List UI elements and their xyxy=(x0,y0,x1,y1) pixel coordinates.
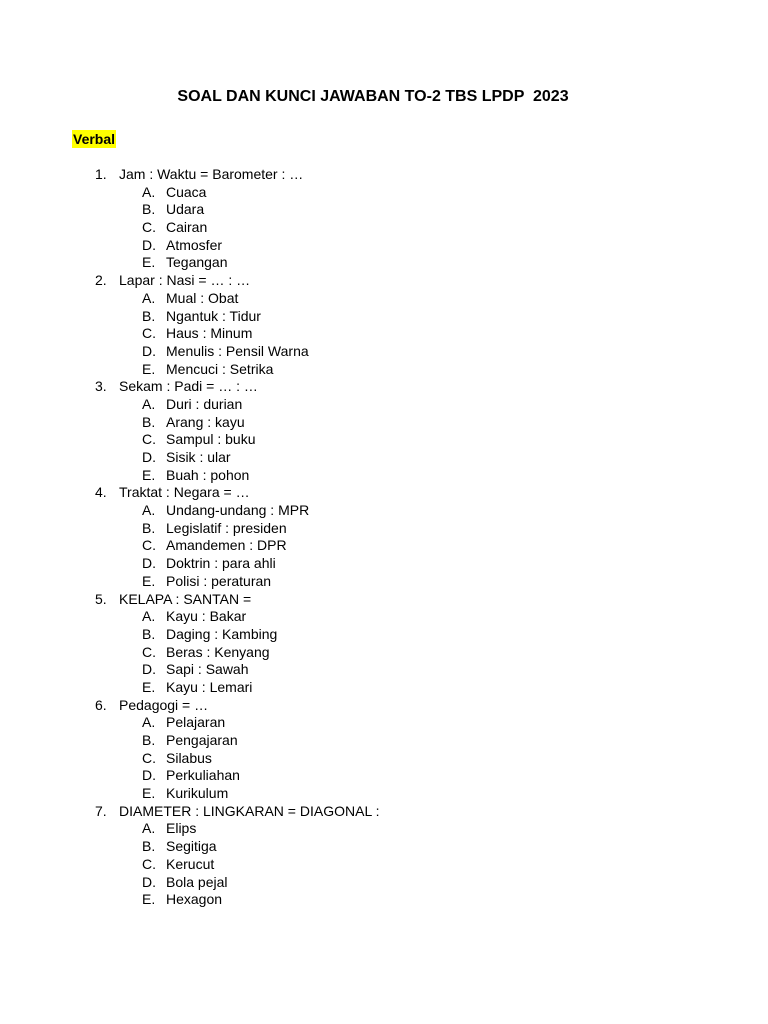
option-letter: C. xyxy=(142,855,156,872)
option-text: Tegangan xyxy=(166,254,228,271)
question-item xyxy=(0,272,768,290)
option-text: Arang : kayu xyxy=(166,413,245,430)
option-text: Menulis : Pensil Warna xyxy=(166,342,309,359)
option-letter: B. xyxy=(142,201,156,218)
question-text: Jam : Waktu = Barometer : … xyxy=(119,166,304,182)
answer-option xyxy=(0,431,768,449)
option-letter: A. xyxy=(142,183,156,200)
answer-option xyxy=(0,732,768,750)
question-item xyxy=(0,591,768,609)
answer-option xyxy=(0,219,768,237)
answer-option xyxy=(0,184,768,202)
answer-option xyxy=(0,325,768,343)
option-text: Amandemen : DPR xyxy=(166,537,287,554)
option-text: Silabus xyxy=(166,749,212,766)
answer-option xyxy=(0,820,768,838)
question-text: DIAMETER : LINGKARAN = DIAGONAL : xyxy=(119,802,380,819)
answer-option xyxy=(0,679,768,697)
document-title: SOAL DAN KUNCI JAWABAN TO-2 TBS LPDP 2023 xyxy=(177,88,569,105)
answer-option xyxy=(0,254,768,272)
answer-option xyxy=(0,502,768,520)
answer-option xyxy=(0,874,768,892)
question-text: KELAPA : SANTAN = xyxy=(119,590,252,607)
option-letter: D. xyxy=(142,873,156,890)
option-text: Cairan xyxy=(166,219,208,236)
option-letter: D. xyxy=(142,342,156,359)
option-text: Pelajaran xyxy=(166,714,226,731)
option-letter: C. xyxy=(142,431,156,448)
section-heading-verbal: Verbal xyxy=(73,131,116,147)
answer-option xyxy=(0,237,768,255)
option-text: Hexagon xyxy=(166,891,223,908)
option-letter: C. xyxy=(142,219,156,236)
question-list xyxy=(0,166,768,909)
option-text: Ngantuk : Tidur xyxy=(166,307,261,324)
option-letter: A. xyxy=(142,395,156,412)
option-text: Mual : Obat xyxy=(166,289,239,306)
question-number: 1. xyxy=(95,166,107,182)
question-item xyxy=(0,484,768,502)
option-text: Segitiga xyxy=(166,838,217,855)
answer-option xyxy=(0,449,768,467)
answer-option xyxy=(0,555,768,573)
option-letter: A. xyxy=(142,608,156,625)
option-letter: D. xyxy=(142,236,156,253)
option-letter: E. xyxy=(142,891,156,908)
option-text: Perkuliahan xyxy=(166,767,240,784)
answer-option xyxy=(0,838,768,856)
answer-option xyxy=(0,361,768,379)
option-letter: E. xyxy=(142,254,156,271)
option-letter: A. xyxy=(142,502,156,519)
question-item xyxy=(0,378,768,396)
answer-option xyxy=(0,767,768,785)
question-item xyxy=(0,166,768,184)
answer-option xyxy=(0,467,768,485)
answer-option xyxy=(0,750,768,768)
option-text: Duri : durian xyxy=(166,395,243,412)
option-letter: D. xyxy=(142,767,156,784)
question-text: Traktat : Negara = … xyxy=(119,484,250,501)
answer-option xyxy=(0,608,768,626)
question-number: 3. xyxy=(95,378,107,395)
option-letter: E. xyxy=(142,360,156,377)
option-letter: A. xyxy=(142,820,156,837)
option-letter: C. xyxy=(142,325,156,342)
question-item xyxy=(0,697,768,715)
option-letter: E. xyxy=(142,466,156,483)
option-letter: B. xyxy=(142,413,156,430)
option-text: Udara xyxy=(166,201,205,218)
option-text: Cuaca xyxy=(166,183,207,200)
option-text: Bola pejal xyxy=(166,873,228,890)
option-text: Atmosfer xyxy=(166,236,223,253)
option-text: Legislatif : presiden xyxy=(166,519,287,536)
question-number: 7. xyxy=(95,802,107,819)
answer-option xyxy=(0,573,768,591)
option-text: Mencuci : Setrika xyxy=(166,360,274,377)
question-number: 6. xyxy=(95,696,107,713)
option-letter: A. xyxy=(142,714,156,731)
question-text: Lapar : Nasi = … : … xyxy=(119,272,251,289)
answer-option xyxy=(0,626,768,644)
answer-option xyxy=(0,785,768,803)
option-letter: E. xyxy=(142,572,156,589)
option-letter: B. xyxy=(142,307,156,324)
answer-option xyxy=(0,343,768,361)
question-number: 2. xyxy=(95,272,107,289)
option-letter: E. xyxy=(142,678,156,695)
option-letter: B. xyxy=(142,732,156,748)
option-text: Sisik : ular xyxy=(166,449,231,465)
question-item xyxy=(0,803,768,821)
question-text: Sekam : Padi = … : … xyxy=(119,378,258,395)
option-text: Sapi : Sawah xyxy=(166,661,249,678)
option-text: Undang-undang : MPR xyxy=(166,502,310,519)
answer-option xyxy=(0,520,768,538)
option-text: Kerucut xyxy=(166,855,215,872)
option-text: Daging : Kambing xyxy=(166,625,278,642)
option-letter: E. xyxy=(142,785,156,802)
option-letter: C. xyxy=(142,749,156,766)
option-letter: D. xyxy=(142,449,156,465)
answer-option xyxy=(0,644,768,662)
answer-option xyxy=(0,396,768,414)
answer-option xyxy=(0,856,768,874)
answer-option xyxy=(0,891,768,909)
answer-option xyxy=(0,308,768,326)
option-text: Haus : Minum xyxy=(166,325,253,342)
answer-option xyxy=(0,290,768,308)
option-text: Kayu : Lemari xyxy=(166,678,253,695)
option-text: Buah : pohon xyxy=(166,466,250,483)
option-text: Polisi : peraturan xyxy=(166,572,272,589)
option-text: Pengajaran xyxy=(166,732,238,748)
option-text: Beras : Kenyang xyxy=(166,643,270,660)
question-text: Pedagogi = … xyxy=(119,696,209,713)
option-letter: C. xyxy=(142,537,156,554)
answer-option xyxy=(0,414,768,432)
answer-option xyxy=(0,714,768,732)
option-letter: D. xyxy=(142,555,156,572)
option-letter: A. xyxy=(142,289,156,306)
option-text: Sampul : buku xyxy=(166,431,256,448)
option-text: Doktrin : para ahli xyxy=(166,555,276,572)
answer-option xyxy=(0,537,768,555)
option-letter: B. xyxy=(142,519,156,536)
option-letter: D. xyxy=(142,661,156,678)
option-letter: B. xyxy=(142,838,156,855)
option-letter: C. xyxy=(142,643,156,660)
option-text: Kayu : Bakar xyxy=(166,608,247,625)
option-text: Elips xyxy=(166,820,197,837)
answer-option xyxy=(0,201,768,219)
question-number: 4. xyxy=(95,484,107,501)
option-text: Kurikulum xyxy=(166,785,229,802)
answer-option xyxy=(0,661,768,679)
option-letter: B. xyxy=(142,625,156,642)
question-number: 5. xyxy=(95,590,107,607)
